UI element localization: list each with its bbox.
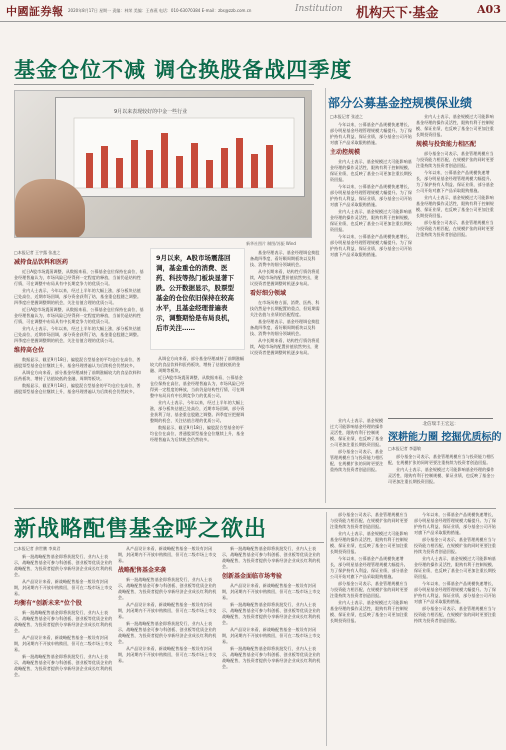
paragraph: 业内人士表示，基金规模过大可能影响基金经理的操作灵活性，限购有利于控制规模、保证业绩，也反映了基金公司更加注重长期投资回报。 — [330, 418, 384, 447]
paragraph: 今年以来，公募基金产品规模快速增长，部分明星基金经理管理规模大幅提升。为了保护持有人利益、保证业绩，部分基金公司开始对旗下产品采取限购措施。 — [414, 581, 496, 604]
paragraph: 今年以来，公募基金产品规模快速增长，部分明星基金经理管理规模大幅提升。为了保护持有人利益、保证业绩，部分基金公司开始对旗下产品采取限购措施。 — [330, 234, 412, 257]
paragraph: 新一批战略配售基金即将获批发行，业内人士表示，战略配售基金可参与科创板、创业板等优质企业的战略配售，为投资者提供分享新经济企业成长红利的机会。 — [222, 546, 321, 569]
side-column-1 — [330, 114, 412, 414]
paragraph: 今年以来，公募基金产品规模快速增长，部分明星基金经理管理规模大幅提升。为了保护持有人利益、保证业绩，部分基金公司开始对旗下产品采取限购措施。 — [416, 170, 494, 193]
paragraph: 业内人士表示，基金规模过大可能影响基金经理的操作灵活性，限购有利于控制规模、保证业绩，也反映了基金公司更加注重长期投资回报。 — [330, 209, 412, 232]
paragraph: 从中长期来看，结构性行情仍将延续，A股市场的配置价值依然突出，建议投资者把握调整时机逐步布局。 — [250, 338, 320, 355]
paragraph: 数据显示，截至9月18日，偏股混合型基金的平均仓位在高位，普通股票型基金仓位继续上升，基金经理普遍认为后续机会仍然较多。 — [150, 425, 245, 442]
paragraph: 业内人士表示，基金规模过大可能影响基金经理的操作灵活性，限购有利于控制规模、保证业绩，也反映了基金公司更加注重长期投资回报。 — [330, 159, 412, 182]
column-divider — [325, 88, 326, 503]
lead-subhead-3: 看好细分领域 — [250, 290, 287, 297]
paragraph: 新一批战略配售基金即将获批发行，业内人士表示，战略配售基金可参与科创板、创业板等优质企业的战略配售，为投资者提供分享新经济企业成长红利的机会。 — [222, 602, 321, 625]
second-subhead-1: 均衡有“创新未来”位个股 — [14, 600, 82, 607]
paragraph: 从产品设计来看，新战略配售基金一般设有封闭期，封闭期内不开放申购赎回，但可在二级市场上市交易。 — [222, 583, 321, 600]
second-column-2 — [118, 546, 218, 746]
paragraph: 业内人士表示，基金规模过大可能影响基金经理的操作灵活性，限购有利于控制规模、保证业绩，也反映了基金公司更加注重长期投资回报。 — [330, 600, 408, 623]
second-column-3 — [222, 546, 322, 746]
paragraph: 部分基金公司表示，基金管理规模应当与投资能力相匹配，在规模扩张的同时更要注重持续为投资者创造回报。 — [416, 220, 494, 237]
side-column-2 — [416, 114, 496, 414]
lead-subhead-2: 维持高仓位 — [14, 347, 45, 354]
side-headline: 部分公募基金控规模保业绩 — [328, 96, 473, 110]
divider — [14, 84, 314, 85]
paragraph: 业内人士表示，基金规模过大可能影响基金经理的操作灵活性，限购有利于控制规模、保证业绩，也反映了基金公司更加注重长期投资回报。 — [416, 195, 494, 218]
side-column-5 — [414, 512, 496, 746]
side-subhead-1: 主动控规模 — [330, 149, 361, 156]
pull-quote: 9月以来，A股市场震荡回调，基金重仓的消费、医药、科技等热门板块显著下跌。公开数据显示，股票型基金的仓位依旧保持在较高水平，且基金经理普遍表示，调整期恰是布局良机，后市关注…… — [150, 248, 245, 350]
masthead — [0, 0, 506, 22]
second-byline: □本报记者 余世鹏 李岚君 — [14, 546, 61, 551]
section-name-en: Institution — [295, 4, 343, 14]
paragraph: 业内人士表示，基金规模过大可能影响基金经理的操作灵活性，限购有利于控制规模、保证业绩，也反映了基金公司更加注重长期投资回报。 — [388, 467, 495, 484]
paragraph: 部分基金公司表示，基金管理规模应当与投资能力相匹配，在规模扩张的同时更要注重持续为投资者创造回报。 — [414, 537, 496, 554]
photo-hand — [15, 179, 85, 238]
divider — [14, 542, 324, 543]
paragraph: 部分基金公司表示，基金管理规模应当与投资能力相匹配，在规模扩张的同时更要注重持续为投资者创造回报。 — [388, 454, 495, 465]
second-subhead-3: 创新基金面临市场考验 — [222, 573, 283, 580]
paragraph: 新一批战略配售基金即将获批发行，业内人士表示，战略配售基金可参与科创板、创业板等优质企业的战略配售，为投资者提供分享新经济企业成长红利的机会。 — [14, 654, 113, 677]
boxed-column — [388, 446, 496, 506]
lead-photo — [14, 90, 312, 238]
lead-column-2 — [150, 356, 245, 506]
paragraph: 数据显示，截至9月18日，偏股混合型基金的平均仓位在高位，普通股票型基金仓位继续上升，基金经理普遍认为后续机会仍然较多。 — [14, 357, 141, 368]
paragraph: 从产品设计来看，新战略配售基金一般设有封闭期，封闭期内不开放申购赎回，但可在二级市场上市交易。 — [222, 627, 321, 644]
newspaper-name: 中國証券報 — [6, 5, 64, 18]
lead-column-3 — [250, 250, 322, 505]
paragraph: 业内人士表示，今年以来，经过上半年的大幅上涨，部分板块估值已处高位，近期市场回调，部分资金获利了结，基金重仓股随之调整。四季度应把握调整期的机会，关注估值合理的优质公司。 — [150, 400, 245, 423]
paragraph: 业内人士表示，今年以来，经过上半年的大幅上涨，部分板块估值已处高位，近期市场回调，部分资金获利了结，基金重仓股随之调整。四季度应把握调整期的机会，关注估值合理的优质公司。 — [14, 288, 142, 305]
paragraph: 新一批战略配售基金即将获批发行，业内人士表示，战略配售基金可参与科创板、创业板等优质企业的战略配售，为投资者提供分享新经济企业成长红利的机会。 — [118, 621, 217, 644]
boxed-kicker: 北信瑞丰王宏远： — [422, 422, 459, 427]
second-subhead-2: 战略配售基金来袭 — [118, 567, 167, 574]
second-column-1 — [14, 546, 114, 746]
paragraph: 今年以来，公募基金产品规模快速增长，部分明星基金经理管理规模大幅提升。为了保护持有人利益、保证业绩，部分基金公司开始对旗下产品采取限购措施。 — [414, 512, 496, 535]
lead-headline: 基金仓位不减 调仓换股备战四季度 — [14, 58, 353, 82]
paragraph: 部分基金公司表示，基金管理规模应当与投资能力相匹配，在规模扩张的同时更要注重持续为投资者创造回报。 — [330, 449, 384, 472]
side-column-3 — [330, 418, 385, 506]
paragraph: 部分基金公司表示，基金管理规模应当与投资能力相匹配，在规模扩张的同时更要注重持续为投资者创造回报。 — [330, 581, 408, 598]
paragraph: 业内人士表示，今年以来，经过上半年的大幅上涨，部分板块估值已处高位，近期市场回调，部分资金获利了结，基金重仓股随之调整。四季度应把握调整期的机会，关注估值合理的优质公司。 — [14, 326, 142, 343]
lead-byline: □本报记者 王宇露 张凌之 — [14, 250, 61, 255]
paragraph: 业内人士表示，基金规模过大可能影响基金经理的操作灵活性，限购有利于控制规模、保证业绩，也反映了基金公司更加注重长期投资回报。 — [330, 531, 408, 554]
paragraph: 业内人士表示，基金规模过大可能影响基金经理的操作灵活性，限购有利于控制规模、保证业绩，也反映了基金公司更加注重长期投资回报。 — [414, 556, 496, 579]
paragraph: 业内人士表示，基金规模过大可能影响基金经理的操作灵活性，限购有利于控制规模、保证业绩，也反映了基金公司更加注重长期投资回报。 — [416, 114, 494, 137]
section-divider — [14, 508, 496, 509]
column-divider — [326, 512, 327, 746]
paragraph: 新一批战略配售基金即将获批发行，业内人士表示，战略配售基金可参与科创板、创业板等优质企业的战略配售，为投资者提供分享新经济企业成长红利的机会。 — [118, 577, 217, 600]
paragraph: 从调仓方向来看，部分基金经理减持了前期涨幅较大的食品饮料和医药板块，增持了估值较低的金融、周期等板块。 — [14, 370, 141, 381]
photo-chart-title: 9月以来表现较好的中金一些行业 — [114, 109, 188, 115]
paragraph: 今年以来，公募基金产品规模快速增长，部分明星基金经理管理规模大幅提升。为了保护持有人利益、保证业绩，部分基金公司开始对旗下产品采取限购措施。 — [330, 122, 412, 145]
paragraph: 部分基金公司表示，基金管理规模应当与投资能力相匹配，在规模扩张的同时更要注重持续为投资者创造回报。 — [414, 606, 496, 623]
paragraph: 今年以来，公募基金产品规模快速增长，部分明星基金经理管理规模大幅提升。为了保护持有人利益、保证业绩，部分基金公司开始对旗下产品采取限购措施。 — [330, 556, 408, 579]
lead-subhead-1: 减持食品饮料和医药 — [14, 259, 69, 266]
paragraph: 从产品设计来看，新战略配售基金一般设有封闭期，封闭期内不开放申购赎回，但可在二级市场上市交易。 — [14, 579, 113, 596]
section-name-cn: 机构天下·基金 — [356, 6, 439, 21]
paragraph: 从产品设计来看，新战略配售基金一般设有封闭期，封闭期内不开放申购赎回，但可在二级市场上市交易。 — [118, 646, 217, 663]
paragraph: 新一批战略配售基金即将获批发行，业内人士表示，战略配售基金可参与科创板、创业板等优质企业的战略配售，为投资者提供分享新经济企业成长红利的机会。 — [14, 554, 113, 577]
side-byline: □本报记者 张凌之 — [330, 114, 364, 119]
paragraph: 基金经理表示，基金经理调仓换股备战四季度，看好顺周期板块以及科技、消费中的细分领域机会。 — [250, 319, 320, 336]
boxed-title: 深耕能力圈 挖掘优质标的 — [388, 432, 502, 443]
lead-column-1 — [14, 250, 144, 505]
photo-screen — [55, 97, 305, 197]
side-column-4 — [330, 512, 410, 746]
date-line: 2020年8月17日 星期一 责编：林荣 美编：王春燕 电话：010-63070384 E-mail：zbs@zzb.com.cn — [68, 8, 252, 13]
paragraph: 在市场风格方面，消费、医药、科技仍然是中长期配置的重点，但短期需关注估值与业绩的匹配程度。 — [250, 300, 320, 317]
paragraph: 近日A股市场震荡调整，从数据来看，公募基金仓位保持在高位，基金经理普遍认为，市场风险已经得到一定程度的释放，当前仍是结构性行情，可在调整中布局具有中长期竞争力的优质公司。 — [14, 269, 144, 286]
boxed-byline: □本报记者 李惠敏 — [388, 446, 422, 451]
second-headline: 新战略配售基金呼之欲出 — [14, 517, 268, 542]
paragraph: 从产品设计来看，新战略配售基金一般设有封闭期，封闭期内不开放申购赎回，但可在二级市场上市交易。 — [118, 602, 217, 619]
paragraph: 今年以来，公募基金产品规模快速增长，部分明星基金经理管理规模大幅提升。为了保护持有人利益、保证业绩，部分基金公司开始对旗下产品采取限购措施。 — [330, 184, 412, 207]
paragraph: 近日A股市场震荡调整，从数据来看，公募基金仓位保持在高位，基金经理普遍认为，市场风险已经得到一定程度的释放，当前仍是结构性行情，可在调整中布局具有中长期竞争力的优质公司。 — [14, 307, 144, 324]
paragraph: 部分基金公司表示，基金管理规模应当与投资能力相匹配，在规模扩张的同时更要注重持续为投资者创造回报。 — [416, 151, 494, 168]
paragraph: 近日A股市场震荡调整，从数据来看，公募基金仓位保持在高位，基金经理普遍认为，市场风险已经得到一定程度的释放，当前仍是结构性行情，可在调整中布局具有中长期竞争力的优质公司。 — [150, 375, 245, 398]
paragraph: 部分基金公司表示，基金管理规模应当与投资能力相匹配，在规模扩张的同时更要注重持续为投资者创造回报。 — [330, 512, 408, 529]
paragraph: 新一批战略配售基金即将获批发行，业内人士表示，战略配售基金可参与科创板、创业板等优质企业的战略配售，为投资者提供分享新经济企业成长红利的机会。 — [14, 610, 113, 633]
side-subhead-2: 规模与投资能力相匹配 — [416, 141, 477, 148]
boxed-story-header — [388, 418, 502, 443]
paragraph: 新一批战略配售基金即将获批发行，业内人士表示，战略配售基金可参与科创板、创业板等优质企业的战略配售，为投资者提供分享新经济企业成长红利的机会。 — [222, 646, 321, 669]
paragraph: 从调仓方向来看，部分基金经理减持了前期涨幅较大的食品饮料和医药板块，增持了估值较低的金融、周期等板块。 — [150, 356, 245, 373]
photo-credit: 新华社图片 制图/苏振 Wind — [246, 241, 296, 246]
paragraph: 数据显示，截至9月18日，偏股混合型基金的平均仓位在高位，普通股票型基金仓位继续上升，基金经理普遍认为后续机会仍然较多。 — [14, 383, 141, 394]
page-number: A03 — [477, 3, 501, 16]
paragraph: 从产品设计来看，新战略配售基金一般设有封闭期，封闭期内不开放申购赎回，但可在二级市场上市交易。 — [14, 635, 113, 652]
paragraph: 从产品设计来看，新战略配售基金一般设有封闭期，封闭期内不开放申购赎回，但可在二级市场上市交易。 — [118, 546, 217, 563]
paragraph: 从中长期来看，结构性行情仍将延续，A股市场的配置价值依然突出，建议投资者把握调整时机逐步布局。 — [250, 269, 320, 286]
paragraph: 基金经理表示，基金经理调仓换股备战四季度，看好顺周期板块以及科技、消费中的细分领域机会。 — [250, 250, 320, 267]
